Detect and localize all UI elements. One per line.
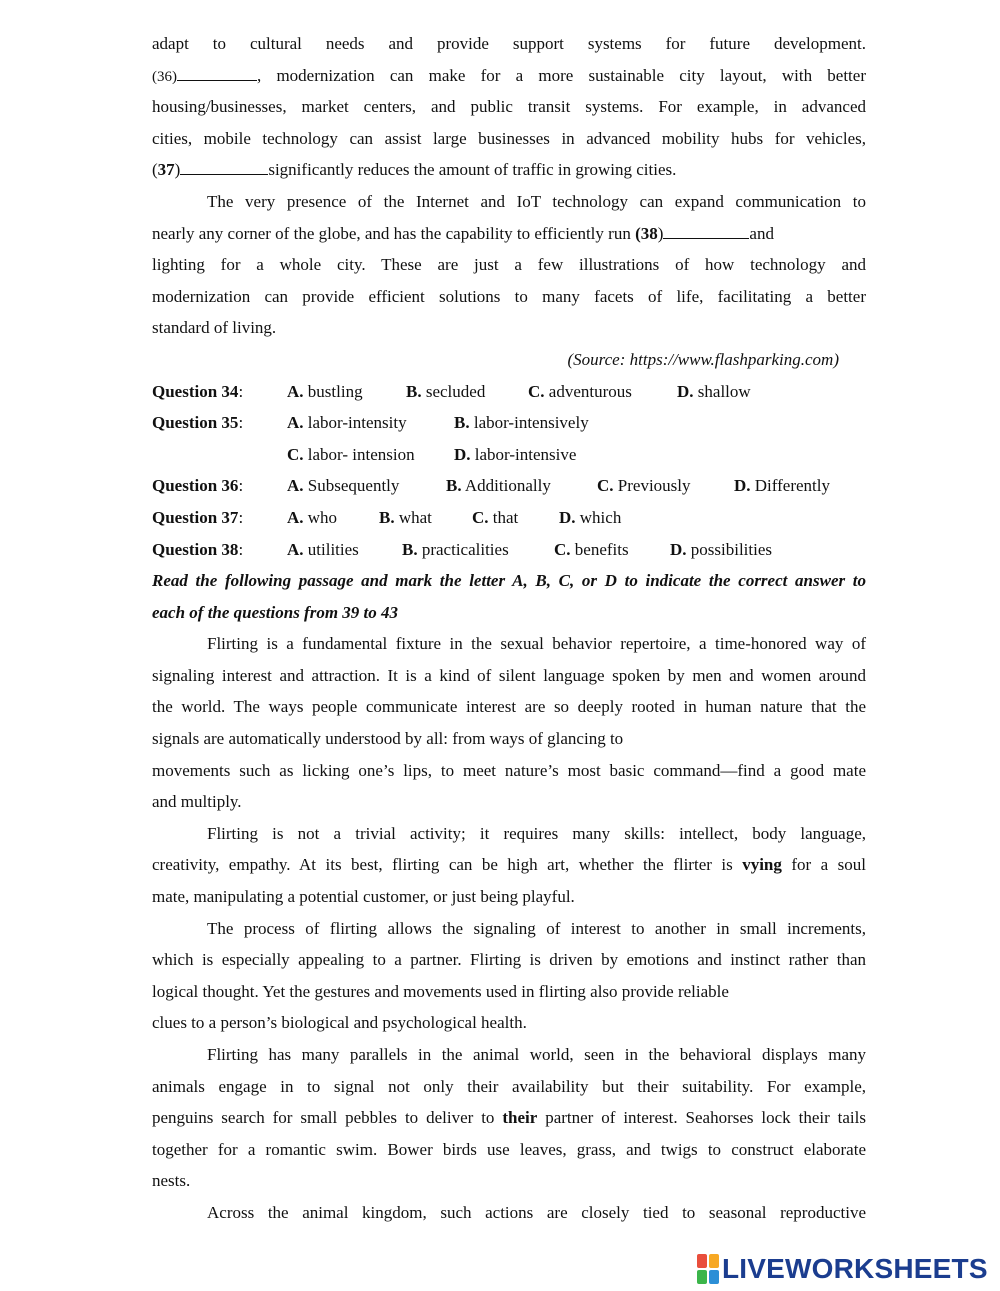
passage-line: modernization can provide efficient solutions to many facets of life, facilitating a better (152, 286, 866, 306)
passage-line: Flirting has many parallels in the animal world, seen in the behavioral displays many (207, 1045, 866, 1064)
answer-blank-38 (663, 224, 749, 239)
option-35-b[interactable]: B. labor-intensively (454, 413, 589, 433)
passage-line-q36: (36) , modernization can make for a more sustainable city layout, with better (152, 65, 866, 85)
option-37-c[interactable]: C. that (472, 507, 519, 527)
passage-line: signals are automatically understood by all: from ways of glancing to (152, 729, 624, 749)
passage-line: Across the animal kingdom, such actions are closely tied to seasonal reproductive (207, 1202, 866, 1222)
answer-blank-36 (177, 66, 257, 81)
option-37-a[interactable]: A. who (287, 507, 338, 527)
passage-line: clues to a person’s biological and psychological health. (152, 1013, 527, 1033)
passage-line: lighting for a whole city. These are just a few illustrations of how technology and (152, 255, 866, 275)
option-34-a[interactable]: A. bustling (287, 381, 363, 401)
option-38-b[interactable]: B. practicalities (402, 539, 509, 559)
question-37: Question 37: A. who B. what C. that D. which (152, 502, 866, 534)
worksheet-page (152, 28, 866, 1229)
option-34-d[interactable]: D. shallow (677, 381, 751, 401)
passage-line: cities, mobile technology can assist large businesses in advanced mobility hubs for vehicles, (152, 128, 866, 148)
passage-line: animals engage in to signal not only their availability but their suitability. For example, (152, 1076, 866, 1096)
passage-line: penguins search for small pebbles to deliver to their partner of interest. Seahorses lock their tails (152, 1108, 866, 1128)
passage-line: The process of flirting allows the signaling of interest to another in small increments, (207, 918, 866, 938)
option-36-b[interactable]: B. Additionally (446, 476, 551, 496)
option-35-d[interactable]: D. labor-intensive (454, 444, 577, 464)
liveworksheets-logo-icon (697, 1254, 719, 1284)
option-34-c[interactable]: C. adventurous (528, 381, 632, 401)
option-36-d[interactable]: D. Differently (734, 476, 830, 496)
question-35: Question 35: A. labor-intensity B. labor-intensively (152, 407, 866, 439)
passage-line-q37: (37) significantly reduces the amount of traffic in growing cities. (152, 160, 677, 180)
passage-line: the world. The ways people communicate interest are so deeply rooted in human nature that the (152, 697, 866, 717)
passage-line: housing/businesses, market centers, and public transit systems. For example, in advanced (152, 97, 866, 117)
option-35-c[interactable]: C. labor- intension (287, 444, 415, 464)
passage-line: logical thought. Yet the gestures and movements used in flirting also provide reliable (152, 981, 729, 1001)
passage-line: nests. (152, 1171, 191, 1191)
option-38-d[interactable]: D. possibilities (670, 539, 773, 559)
passage-line: and multiply. (152, 792, 242, 812)
passage-line: creativity, empathy. At its best, flirting can be high art, whether the flirter is vying for a soul (152, 855, 866, 875)
passage-line: together for a romantic swim. Bower birds use leaves, grass, and twigs to construct elaborate (152, 1139, 866, 1159)
question-35-row-2 (152, 439, 866, 471)
option-36-c[interactable]: C. Previously (597, 476, 691, 496)
option-37-d[interactable]: D. which (559, 507, 622, 527)
passage-line: adapt to cultural needs and provide support systems for future development. (152, 34, 866, 53)
passage-line: Flirting is a fundamental fixture in the sexual behavior repertoire, a time-honored way of (207, 634, 866, 654)
logo-text: LIVEWORKSHEETS (722, 1253, 988, 1284)
passage-line: standard of living. (152, 318, 277, 338)
question-38: Question 38: A. utilities B. practicalities C. benefits D. possibilities (152, 534, 866, 566)
option-38-a[interactable]: A. utilities (287, 539, 359, 559)
instruction-line: Read the following passage and mark the letter A, B, C, or D to indicate the correct answer to (152, 571, 866, 591)
passage-line: which is especially appealing to a partner. Flirting is driven by emotions and instinct rather than (152, 950, 866, 970)
highlighted-word-vying: vying (742, 855, 782, 875)
passage-line: Flirting is not a trivial activity; it requires many skills: intellect, body language, (207, 823, 866, 843)
option-37-b[interactable]: B. what (379, 507, 432, 527)
option-34-b[interactable]: B. secluded (406, 381, 486, 401)
option-38-c[interactable]: C. benefits (554, 539, 629, 559)
passage-line: The very presence of the Internet and IoT technology can expand communication to (207, 191, 866, 211)
passage-line: mate, manipulating a potential customer, or just being playful. (152, 887, 575, 907)
option-35-a[interactable]: A. labor-intensity (287, 413, 407, 433)
passage-line: signaling interest and attraction. It is a kind of silent language spoken by men and women around (152, 665, 866, 685)
passage-line-q38: nearly any corner of the globe, and has the capability to efficiently run (38) and (152, 223, 774, 243)
instruction-line: each of the questions from 39 to 43 (152, 602, 399, 622)
question-36: Question 36: A. Subsequently B. Additionally C. Previously D. Differently (152, 470, 866, 502)
answer-blank-37 (180, 160, 268, 175)
option-36-a[interactable]: A. Subsequently (287, 476, 400, 496)
source-citation: (Source: https://www.flashparking.com) (567, 349, 839, 369)
liveworksheets-logo[interactable] (697, 1252, 997, 1286)
passage-line: movements such as licking one’s lips, to meet nature’s most basic command—find a good mate (152, 760, 866, 780)
highlighted-word-their: their (502, 1108, 538, 1128)
question-34: Question 34: A. bustling B. secluded C. adventurous D. shallow (152, 376, 866, 408)
